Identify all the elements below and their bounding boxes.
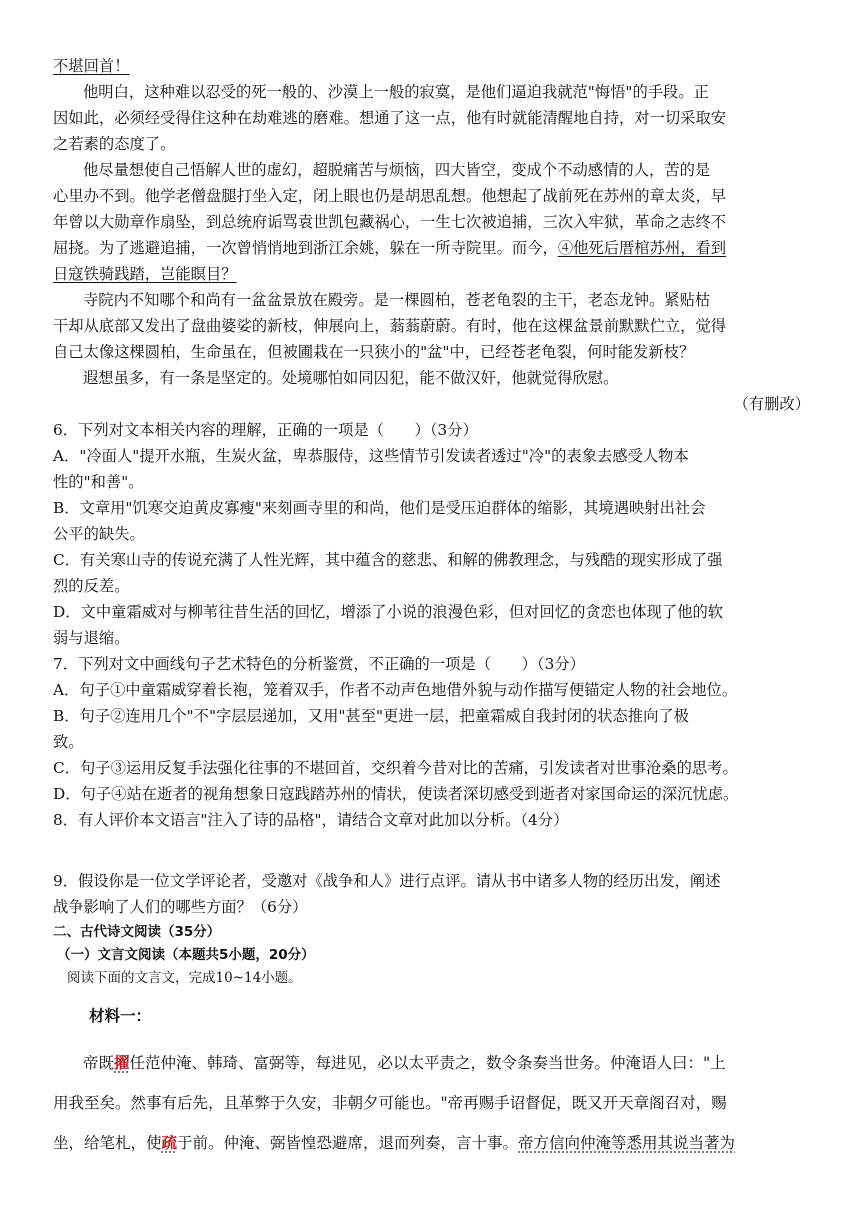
subsection-heading: （一）文言文阅读（本题共5小题，20分） xyxy=(57,947,315,963)
classical-text-line xyxy=(53,1123,810,1163)
option-6a: A．"冷面人"提开水瓶，生炭火盆，卑恭服侍，这些情节引发读者透过"冷"的表象去感受人物本 xyxy=(53,447,689,465)
underlined-sentence-4-cont: 日寇铁骑践踏，岂能瞑目？ xyxy=(53,265,237,283)
option-6d-cont: 弱与退缩。 xyxy=(53,629,130,647)
question-8: 8．有人评价本文语言"注入了诗的品格"，请结合文章对此加以分析。（4分） xyxy=(53,811,569,829)
paragraph-line: 自己太像这棵圆柏，生命虽在，但被圃栽在一只狭小的"盆"中，已经苍老龟裂，何时能发新枝？ xyxy=(53,343,695,361)
highlighted-word: 疏 xyxy=(161,1133,178,1152)
paragraph-line xyxy=(53,235,810,261)
passage-line: 不堪回首！ xyxy=(53,57,130,75)
plain-text: 帝既 xyxy=(83,1054,115,1072)
highlighted-word: 擢 xyxy=(114,1053,130,1072)
question-7: 7．下列对文中画线句子艺术特色的分析鉴赏，不正确的一项是（ ）（3分） xyxy=(53,655,585,673)
paragraph-line xyxy=(53,261,810,287)
plain-text: 于前。仲淹、弼皆惶恐避席，退而列奏，言十事。 xyxy=(177,1134,519,1152)
paragraph-line: 年曾以大勋章作扇坠，到总统府诟骂袁世凯包藏祸心，一生七次被追捕，三次入牢狱，革命之志终不 xyxy=(53,213,727,231)
paragraph-line: 之若素的态度了。 xyxy=(53,135,176,153)
instruction: 阅读下面的文言文，完成10~14小题。 xyxy=(67,970,302,986)
question-6: 6．下列对文本相关内容的理解，正确的一项是（ ）（3分） xyxy=(53,421,478,439)
spacer xyxy=(53,1029,810,1043)
paragraph-line: 因如此，必须经受得住这种在劫难逃的磨难。想通了这一点，他有时就能清醒地自持，对一切采取安 xyxy=(53,109,727,127)
option-6c-cont: 烈的反差。 xyxy=(53,577,130,595)
paragraph-line: 遐想虽多，有一条是坚定的。处境哪怕如同囚犯，能不做汉奸，他就觉得欣慰。 xyxy=(83,369,619,387)
underlined-sentence-4: ④他死后厝棺苏州，看到 xyxy=(557,239,727,257)
option-7a: A．句子①中童霜威穿着长袍，笼着双手，作者不动声色地借外貌与动作描写便锚定人物的社会地位。 xyxy=(53,681,738,699)
option-7b-cont: 致。 xyxy=(53,733,84,751)
option-7b: B．句子②连用几个"不"字层层递加，又用"甚至"更进一层，把童霜威自我封闭的状态推向了极 xyxy=(53,707,689,725)
option-6b-cont: 公平的缺失。 xyxy=(53,525,145,543)
paragraph-line: 他尽量想使自己悟解人世的虚幻，超脱痛苦与烦恼，四大皆空，变成个不动感情的人，苦的是 xyxy=(83,161,711,179)
plain-text: 屈挠。为了逃避追捕，一次曾悄悄地到浙江余姚，躲在一所寺院里。而今， xyxy=(53,239,558,257)
answer-space xyxy=(53,833,810,859)
option-6b: B．文章用"饥寒交迫黄皮寡瘦"来刻画寺里的和尚，他们是受压迫群体的缩影，其境遇映射出社会 xyxy=(53,499,706,517)
answer-space xyxy=(53,859,810,868)
edit-note: （有删改） xyxy=(733,395,810,413)
classical-text-line xyxy=(53,1043,810,1083)
material-title: 材料一： xyxy=(89,1006,152,1025)
question-9: 9．假设你是一位文学评论者，受邀对《战争和人》进行点评。请从书中诸多人物的经历出发，阐述 xyxy=(53,872,721,890)
underlined-sentence: 帝方信向仲淹等悉用其说当著为 xyxy=(518,1134,736,1152)
option-7c: C．句子③运用反复手法强化往事的不堪回首，交织着今昔对比的苦痛，引发读者对世事沧桑的思考。 xyxy=(53,759,738,777)
plain-text: 任范仲淹、韩琦、富弼等，每进见，必以太平责之，数令条奏当世务。仲淹语人曰："上 xyxy=(129,1054,726,1072)
document-page xyxy=(53,53,810,1163)
question-9-cont: 战争影响了人们的哪些方面？（6分） xyxy=(53,898,308,916)
paragraph-line: 寺院内不知哪个和尚有一盆盆景放在殿旁。是一棵圆柏，苍老龟裂的主干，老态龙钟。紧贴枯 xyxy=(83,291,711,309)
plain-text: 坐，给笔札，使 xyxy=(53,1134,162,1152)
paragraph-line: 心里办不到。他学老僧盘腿打坐入定，闭上眼也仍是胡思乱想。他想起了战前死在苏州的章太炎，早 xyxy=(53,187,727,205)
option-7d: D．句子④站在逝者的视角想象日寇践踏苏州的情状，使读者深切感受到逝者对家国命运的深沉忧虑。 xyxy=(53,785,739,803)
option-6d: D．文中童霜威对与柳苇往昔生活的回忆，增添了小说的浪漫色彩，但对回忆的贪恋也体现了他的软 xyxy=(53,603,724,621)
option-6c: C．有关寒山寺的传说充满了人性光辉，其中蕴含的慈悲、和解的佛教理念，与残酷的现实形成了强 xyxy=(53,551,723,569)
paragraph-line: 他明白，这种难以忍受的死一般的、沙漠上一般的寂寞，是他们逼迫我就范"悔悟"的手段。正 xyxy=(83,83,709,101)
classical-text-line: 用我至矣。然事有后先，且革弊于久安，非朝夕可能也。"帝再赐手诏督促，既又开天章阁召对，赐 xyxy=(53,1094,727,1112)
section-heading: 二、古代诗文阅读（35分） xyxy=(53,924,221,940)
option-6a-cont: 性的"和善"。 xyxy=(53,473,144,491)
paragraph-line: 干却从底部又发出了盘曲婆娑的新枝，伸展向上，蓊蓊蔚蔚。有时，他在这棵盆景前默默伫立，觉得 xyxy=(53,317,727,335)
